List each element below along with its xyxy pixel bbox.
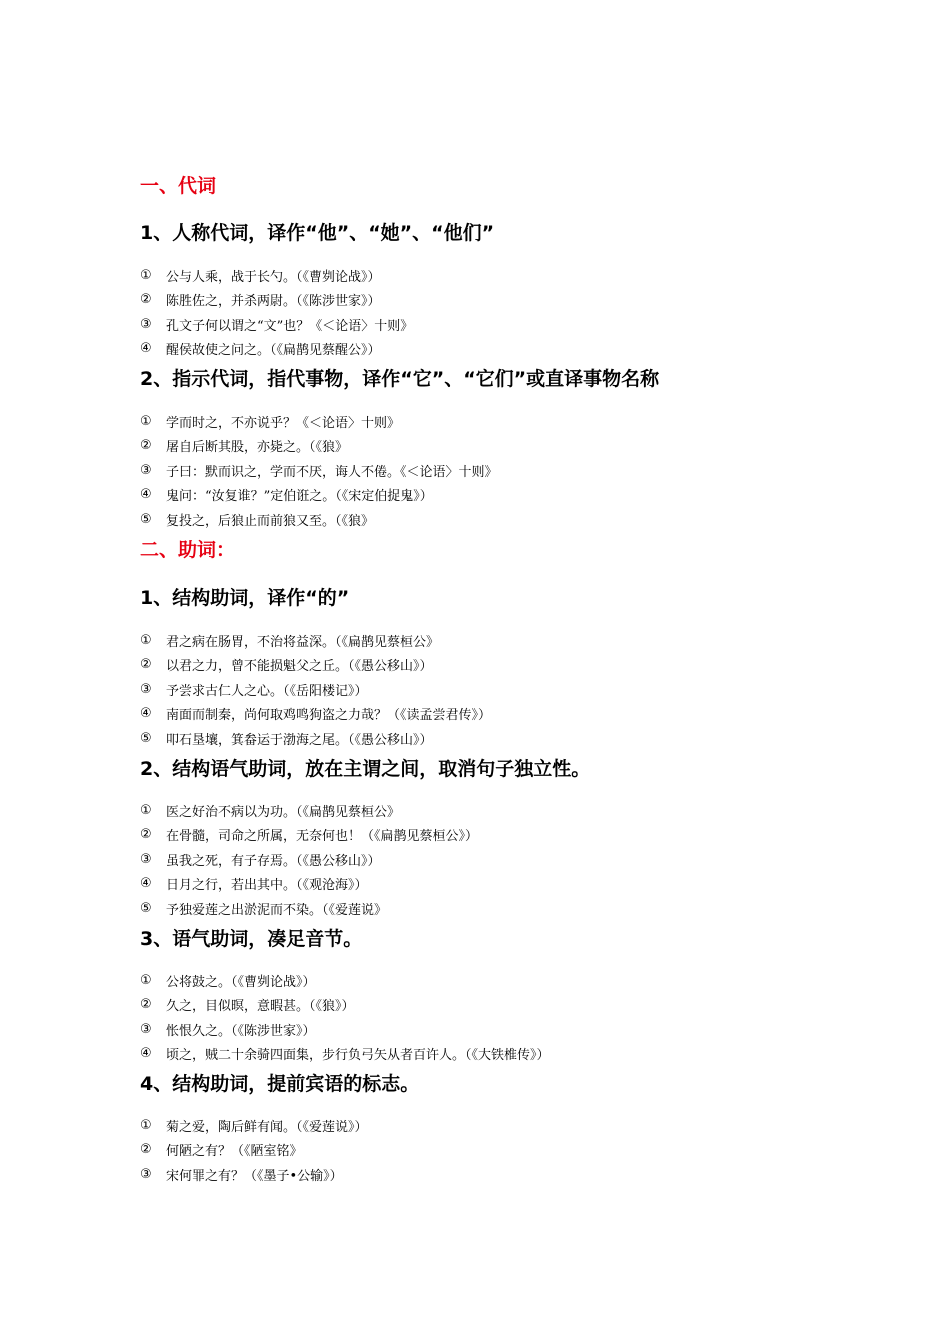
item-text: 予尝求古仁人之心。（《岳阳楼记》） <box>166 683 368 699</box>
item-number: ④ <box>140 487 152 503</box>
list-item <box>140 823 900 848</box>
item-text: 予独爱莲之出淤泥而不染。（《爱莲说》 <box>166 902 388 918</box>
item-text: 君之病在肠胃，不治将益深。（《扁鹊见蔡桓公》 <box>166 634 440 650</box>
item-number: ① <box>140 802 152 818</box>
item-number: ① <box>140 413 152 429</box>
subheading-modal-particle: 3、语气助词，凑足音节。 <box>140 928 363 950</box>
example-list-structural-modal-particle <box>140 798 900 921</box>
subheading-demonstrative-pronouns: 2、指示代词，指代事物，译作“它”、“它们”或直译事物名称 <box>140 368 660 390</box>
list-item <box>140 872 900 897</box>
list-item <box>140 434 900 459</box>
item-text: 学而时之，不亦说乎？《＜论语〉十则》 <box>166 415 401 431</box>
item-number: ② <box>140 292 152 308</box>
subheading-personal-pronouns: 1、人称代词，译作“他”、“她”、“他们” <box>140 222 495 244</box>
item-text: 公将鼓之。（《曹刿论战》） <box>166 974 316 990</box>
list-item <box>140 896 900 921</box>
list-item <box>140 1113 900 1138</box>
item-text: 南面而制秦，尚何取鸡鸣狗盗之力哉？（《读孟尝君传》） <box>166 708 492 724</box>
list-item <box>140 312 900 337</box>
list-item <box>140 507 900 532</box>
list-item <box>140 702 900 727</box>
item-text: 何陋之有？（《陋室铭》 <box>166 1144 303 1160</box>
item-text: 醒侯故使之问之。（《扁鹊见蔡醒公》） <box>166 343 381 359</box>
item-number: ⑤ <box>140 900 152 916</box>
item-text: 孔文子何以谓之“文”也？《＜论语〉十则》 <box>166 318 414 334</box>
example-list-personal-pronouns <box>140 263 900 361</box>
item-text: 以君之力，曾不能损魁父之丘。（《愚公移山》） <box>166 659 433 675</box>
item-number: ① <box>140 267 152 283</box>
item-text: 子曰：默而识之，学而不厌，诲人不倦。《＜论语〉十则》 <box>166 464 498 480</box>
item-text: 公与人乘，战于长勺。（《曹刿论战》） <box>166 269 381 285</box>
item-number: ④ <box>140 341 152 357</box>
list-item <box>140 677 900 702</box>
item-number: ③ <box>140 1021 152 1037</box>
subheading-structural-modal-particle: 2、结构语气助词，放在主谓之间，取消句子独立性。 <box>140 758 591 780</box>
item-text: 鬼问：“汝复谁？”定伯诳之。（《宋定伯捉鬼》） <box>166 489 433 505</box>
list-item <box>140 993 900 1018</box>
item-text: 医之好治不病以为功。（《扁鹊见蔡桓公》 <box>166 804 401 820</box>
list-item <box>140 847 900 872</box>
list-item <box>140 653 900 678</box>
item-text: 久之，目似暝，意暇甚。（《狼》） <box>166 999 355 1015</box>
item-number: ① <box>140 972 152 988</box>
item-text: 日月之行，若出其中。（《观沧海》） <box>166 878 368 894</box>
example-list-demonstrative-pronouns <box>140 409 900 532</box>
item-text: 复投之，后狼止而前狼又至。（《狼》 <box>166 513 375 529</box>
example-list-modal-particle <box>140 968 900 1066</box>
list-item <box>140 1017 900 1042</box>
list-item <box>140 458 900 483</box>
list-item <box>140 409 900 434</box>
item-text: 怅恨久之。（《陈涉世家》） <box>166 1023 316 1039</box>
item-text: 菊之爱，陶后鲜有闻。（《爱莲说》） <box>166 1119 368 1135</box>
item-text: 顷之，贼二十余骑四面集，步行负弓矢从者百许人。（《大铁椎传》） <box>166 1048 550 1064</box>
list-item <box>140 337 900 362</box>
list-item <box>140 726 900 751</box>
item-text: 陈胜佐之，并杀两尉。（《陈涉世家》） <box>166 294 381 310</box>
item-number: ③ <box>140 681 152 697</box>
item-number: ① <box>140 1117 152 1133</box>
list-item <box>140 263 900 288</box>
item-text: 叩石垦壤，箕畚运于渤海之尾。（《愚公移山》） <box>166 732 433 748</box>
example-list-structural-particle <box>140 628 900 751</box>
list-item <box>140 1138 900 1163</box>
section-title-pronouns: 一、代词 <box>140 175 217 197</box>
item-number: ① <box>140 632 152 648</box>
item-number: ② <box>140 438 152 454</box>
item-number: ② <box>140 1142 152 1158</box>
subheading-object-preposing-particle: 4、结构助词，提前宾语的标志。 <box>140 1073 420 1095</box>
item-number: ② <box>140 827 152 843</box>
subheading-structural-particle: 1、结构助词，译作“的” <box>140 587 350 609</box>
list-item <box>140 798 900 823</box>
section-title-particles: 二、助词： <box>140 539 236 561</box>
item-number: ② <box>140 997 152 1013</box>
item-text: 宋何罪之有？（《墨子•公输》） <box>166 1168 343 1184</box>
item-number: ④ <box>140 706 152 722</box>
list-item <box>140 1042 900 1067</box>
item-number: ③ <box>140 851 152 867</box>
item-text: 屠自后断其股，亦毙之。（《狼》 <box>166 440 349 456</box>
item-text: 在骨髓，司命之所属，无奈何也！（《扁鹊见蔡桓公》） <box>166 829 479 845</box>
item-text: 虽我之死，有子存焉。（《愚公移山》） <box>166 853 381 869</box>
item-number: ④ <box>140 1046 152 1062</box>
item-number: ⑤ <box>140 730 152 746</box>
item-number: ③ <box>140 316 152 332</box>
list-item <box>140 628 900 653</box>
item-number: ② <box>140 657 152 673</box>
list-item <box>140 288 900 313</box>
list-item <box>140 1162 900 1187</box>
item-number: ⑤ <box>140 511 152 527</box>
item-number: ④ <box>140 876 152 892</box>
item-number: ③ <box>140 462 152 478</box>
example-list-object-preposing-particle <box>140 1113 900 1187</box>
list-item <box>140 968 900 993</box>
list-item <box>140 483 900 508</box>
item-number: ③ <box>140 1166 152 1182</box>
